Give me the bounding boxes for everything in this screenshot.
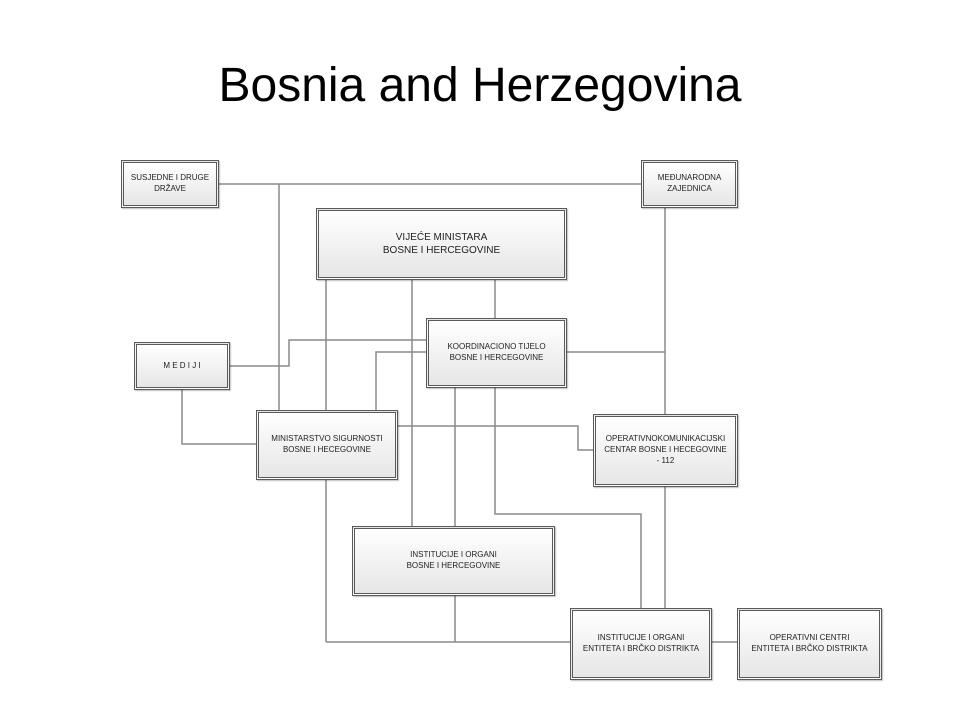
node-koordinaciono-tijelo	[426, 318, 567, 388]
node-operativnokomunikacijski-centar	[593, 414, 738, 487]
node-ministarstvo-sigurnosti-label: MINISTARSTVO SIGURNOSTI BOSNE I HECEGOVINE	[271, 434, 383, 454]
node-mediji-label: M E D I J I	[163, 360, 201, 370]
node-mediji	[134, 342, 230, 390]
node-institucije-entiteta-label: INSTITUCIJE I ORGANI ENTITETA I BRČKO DISTRIKTA	[582, 633, 700, 653]
node-operativnokomunikacijski-centar-label: OPERATIVNOKOMUNIKACIJSKI CENTAR BOSNE I HECEGOVINE - 112	[604, 434, 727, 465]
node-medunarodna-zajednica-label: MEĐUNARODNA ZAJEDNICA	[657, 173, 722, 193]
node-ministarstvo-sigurnosti	[256, 410, 398, 480]
node-susjedne-drzave	[121, 160, 219, 208]
node-operativni-centri-label: OPERATIVNI CENTRI ENTITETA I BRČKO DISTRIKTA	[751, 633, 868, 653]
node-vijece-ministara-label: VIJEĆE MINISTARA BOSNE I HERCEGOVINE	[382, 231, 501, 256]
node-vijece-ministara	[316, 208, 567, 280]
node-institucije-bih-label: INSTITUCIJE I ORGANI BOSNE I HERCEGOVINE	[406, 550, 501, 570]
node-institucije-entiteta	[570, 608, 712, 680]
node-operativni-centri	[737, 608, 882, 680]
node-susjedne-drzave-label: SUSJEDNE I DRUGE DRŽAVE	[130, 173, 210, 193]
node-koordinaciono-tijelo-label: KOORDINACIONO TIJELO BOSNE I HERCEGOVINE	[447, 342, 546, 362]
slide-title: Bosnia and Herzegovina	[218, 59, 742, 112]
node-institucije-bih	[352, 526, 555, 596]
node-medunarodna-zajednica	[641, 160, 738, 208]
